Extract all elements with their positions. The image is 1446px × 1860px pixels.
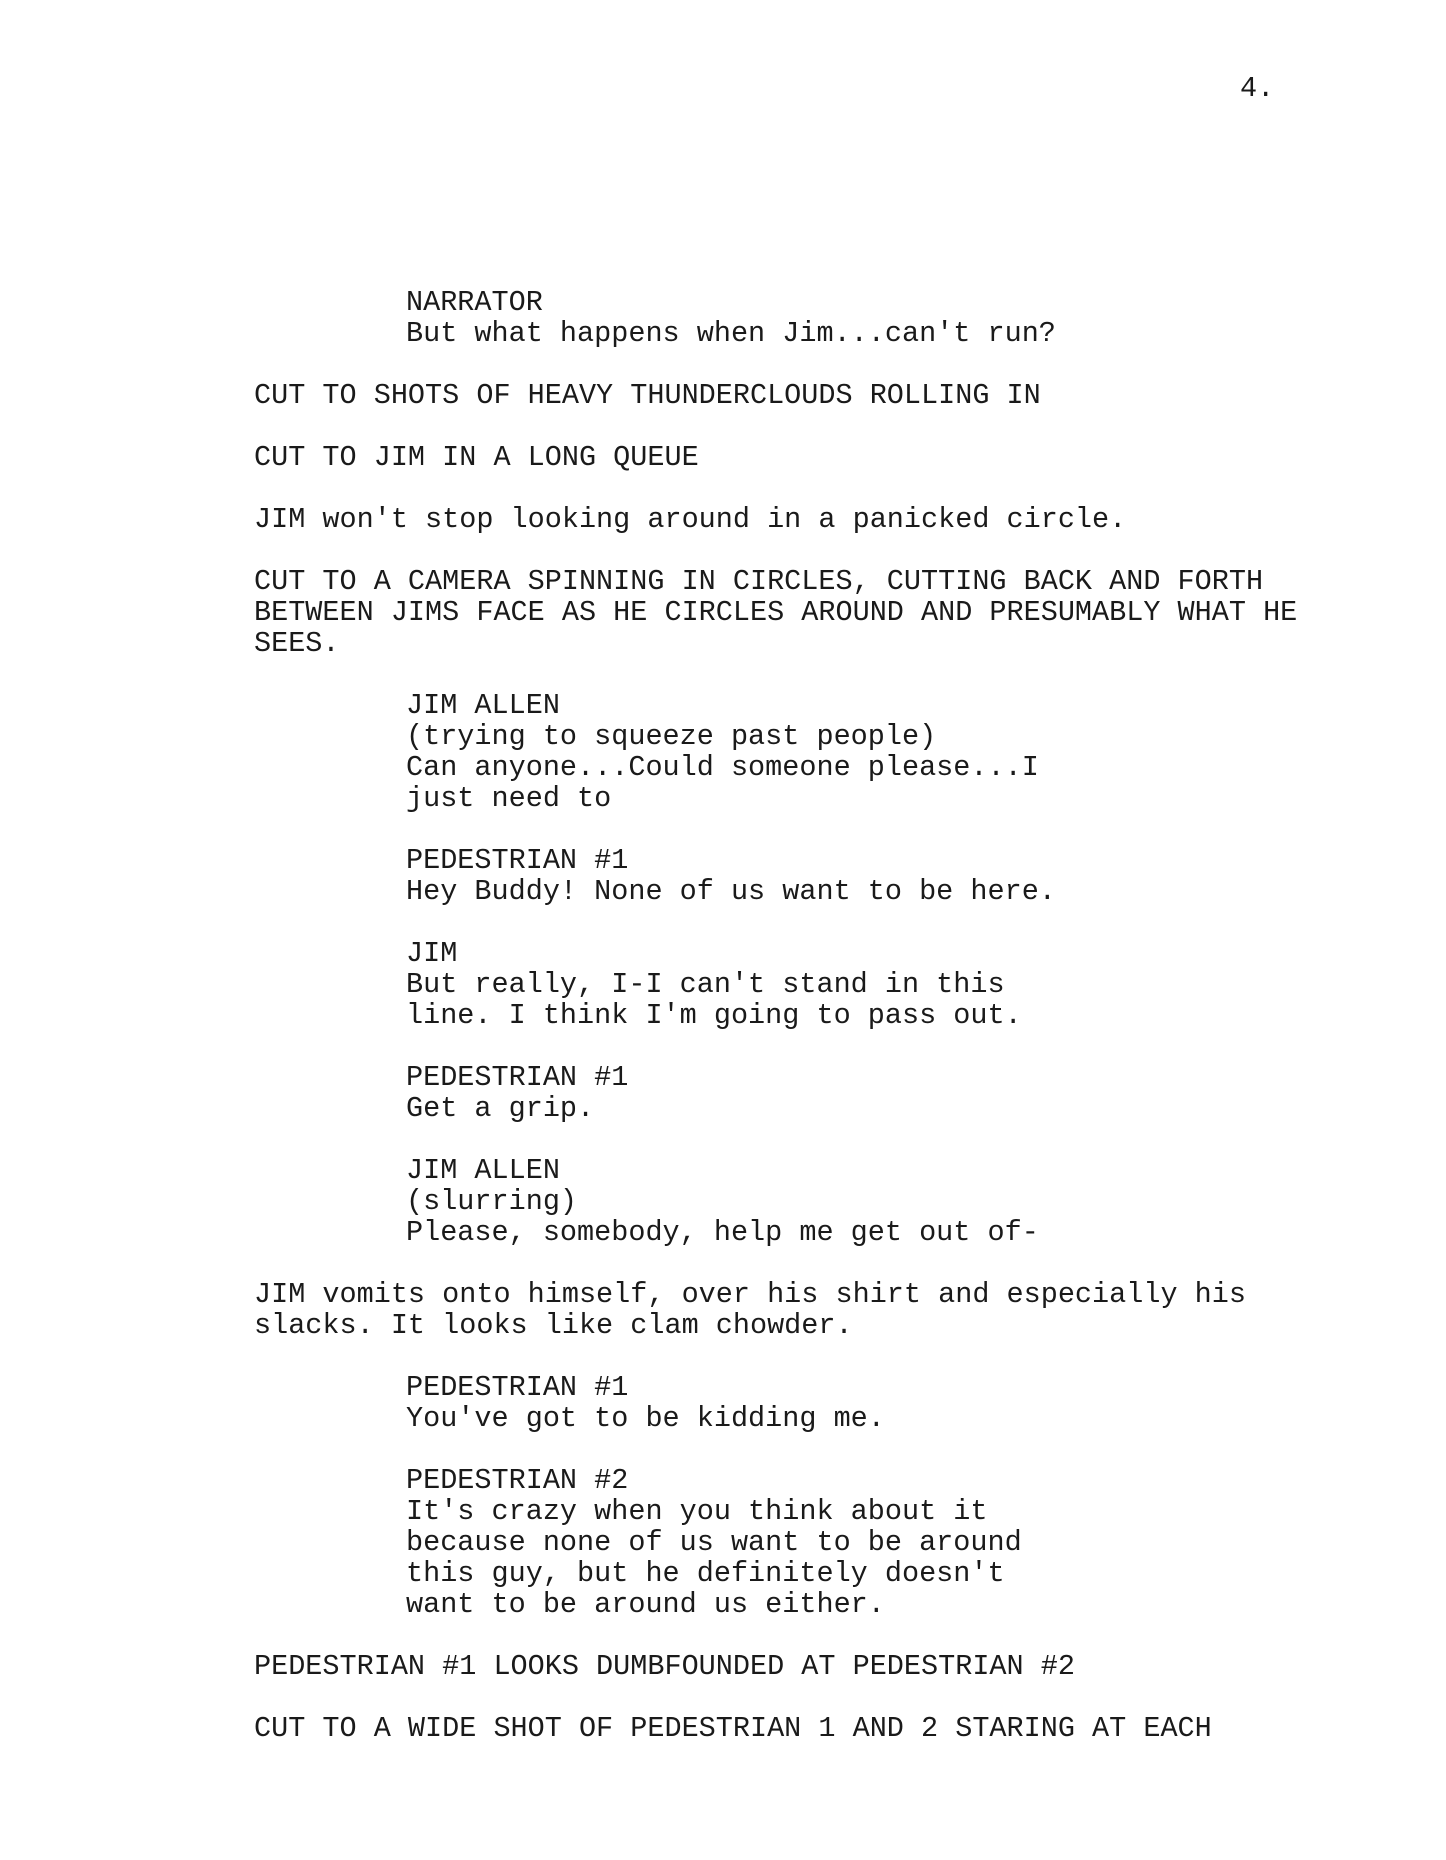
action-line: CUT TO A CAMERA SPINNING IN CIRCLES, CUTTING BACK AND FORTH [254,565,1264,598]
dialogue-block [0,287,1446,349]
action-block [0,1713,1446,1744]
action-line: PEDESTRIAN #1 LOOKS DUMBFOUNDED AT PEDESTRIAN #2 [254,1650,1075,1683]
action-block [0,1651,1446,1682]
dialogue-line: But really, I-I can't stand in this [406,968,1005,1001]
dialogue-text [0,969,1446,1031]
character-name: JIM [406,937,458,970]
dialogue-line: want to be around us either. [406,1588,885,1621]
dialogue-text [0,1496,1446,1620]
action-block [0,566,1446,659]
parenthetical: (slurring) [406,1185,578,1218]
dialogue-block [0,1062,1446,1124]
dialogue-line: You've got to be kidding me. [406,1402,885,1435]
dialogue-line: Can anyone...Could someone please...I [406,751,1039,784]
action-line: JIM won't stop looking around in a panicked circle. [254,503,1127,536]
dialogue-text [0,1403,1446,1434]
dialogue-text [0,876,1446,907]
action-line: BETWEEN JIMS FACE AS HE CIRCLES AROUND AND PRESUMABLY WHAT HE [254,596,1298,629]
dialogue-line: just need to [406,782,612,815]
action-line: slacks. It looks like clam chowder. [254,1309,853,1342]
character-name: JIM ALLEN [406,1154,560,1187]
page-number: 4. [1240,72,1275,105]
character-name: PEDESTRIAN #2 [406,1464,629,1497]
action-line: CUT TO JIM IN A LONG QUEUE [254,441,699,474]
dialogue-line: because none of us want to be around [406,1526,1022,1559]
dialogue-line: Get a grip. [406,1092,595,1125]
dialogue-block [0,1465,1446,1620]
dialogue-block [0,1155,1446,1248]
dialogue-block [0,845,1446,907]
dialogue-block [0,690,1446,814]
dialogue-text [0,1093,1446,1124]
action-line: SEES. [254,627,340,660]
action-block [0,442,1446,473]
dialogue-line: this guy, but he definitely doesn't [406,1557,1005,1590]
dialogue-block [0,938,1446,1031]
dialogue-line: Hey Buddy! None of us want to be here. [406,875,1056,908]
dialogue-block [0,1372,1446,1434]
action-line: CUT TO SHOTS OF HEAVY THUNDERCLOUDS ROLLING IN [254,379,1041,412]
dialogue-line: line. I think I'm going to pass out. [406,999,1022,1032]
dialogue-text [0,318,1446,349]
dialogue-line: But what happens when Jim...can't run? [406,317,1056,350]
script-body [0,287,1446,1775]
action-block [0,380,1446,411]
dialogue-line: It's crazy when you think about it [406,1495,988,1528]
dialogue-text [0,1217,1446,1248]
character-name: PEDESTRIAN #1 [406,1061,629,1094]
character-name: JIM ALLEN [406,689,560,722]
action-block [0,1279,1446,1341]
action-line: CUT TO A WIDE SHOT OF PEDESTRIAN 1 AND 2 STARING AT EACH [254,1712,1212,1745]
character-name: PEDESTRIAN #1 [406,1371,629,1404]
character-name: NARRATOR [406,286,543,319]
parenthetical: (trying to squeeze past people) [406,720,937,753]
character-name: PEDESTRIAN #1 [406,844,629,877]
dialogue-text [0,752,1446,814]
dialogue-line: Please, somebody, help me get out of- [406,1216,1039,1249]
action-block [0,504,1446,535]
action-line: JIM vomits onto himself, over his shirt and especially his [254,1278,1246,1311]
